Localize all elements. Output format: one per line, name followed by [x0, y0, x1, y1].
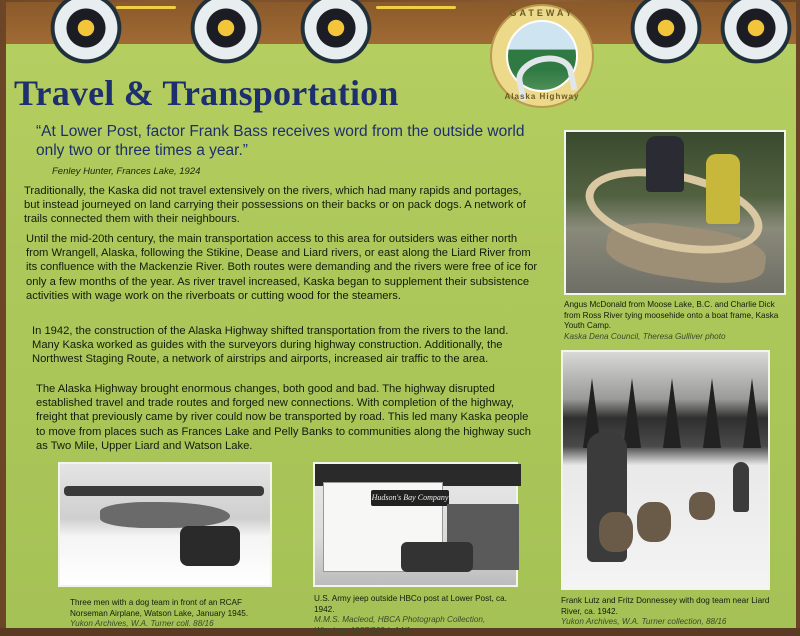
beadwork-vine [376, 6, 456, 9]
photo-credit: Yukon Archives, W.A. Turner coll. 88/16 [70, 619, 214, 628]
gateway-alaska-highway-logo [490, 4, 594, 108]
spruce-tree [703, 378, 721, 448]
paragraph-highway-changes: The Alaska Highway brought enormous changes, both good and bad. The highway disrupted established travel and trade routes and forged new connections. With completion of the highway, freight that previously came by river could now be transported by road. This led many Kaska people to move from places such as Frances Lake and Pelly Banks to communities along the highway such as Two Mile, Upper Liard and Watson Lake. [36, 383, 531, 452]
page-title: Travel & Transportation [14, 73, 399, 113]
sled-dog [599, 512, 633, 552]
paragraph-traditional-travel: Traditionally, the Kaska did not travel extensively on the rivers, which had many rapids and portages, but instead journeyed on land carrying their possessions on their backs or on pack dogs. A network of trails connected them with their neighbours. [24, 185, 526, 226]
pull-quote: “At Lower Post, factor Frank Bass receives word from the outside world only two or three times a year.” [36, 123, 525, 159]
paragraph-early-access: Until the mid-20th century, the main transportation access to this area for outsiders was either north from Wrangell, Alaska, following the Stikine, Dease and Liard rivers, or east along the Liard River from its confluence with the Mackenzie River. Both routes were demanding and the rivers were free of ice for only a few months of the year. As river travel increased, Kaska began to supplement their subsistence activities with wage work on the riverboats or cutting wood for the steamers. [26, 233, 538, 302]
beadwork-vine [116, 6, 176, 9]
logo-bottom-text: Alaska Highway [504, 92, 580, 101]
quote-source: Fenley Hunter, Frances Lake, 1924 [52, 166, 201, 177]
beadwork-flower-icon [626, 0, 706, 68]
caption-text: Frank Lutz and Fritz Donnessey with dog team near Liard River, ca. 1942. [561, 596, 770, 616]
beadwork-flower-icon [716, 0, 796, 68]
sled-dog [689, 492, 715, 520]
person-figure [706, 154, 740, 224]
army-jeep [401, 542, 473, 572]
person-figure [733, 462, 749, 512]
photo-dog-team [561, 350, 770, 590]
spruce-tree [663, 378, 681, 448]
sled-dog [637, 502, 671, 542]
people-group [180, 526, 240, 566]
caption-text: Three men with a dog team in front of an RCAF Norseman Airplane, Watson Lake, January 1945. [70, 598, 249, 618]
caption-norseman-airplane [70, 598, 270, 630]
airplane-fuselage [100, 502, 230, 528]
caption-text: U.S. Army jeep outside HBCo post at Lower Post, ca. 1942. [314, 594, 507, 614]
caption-hbc-post [314, 594, 519, 636]
photo-credit: Yukon Archives, W.A. Turner collection, 88/16 [561, 617, 727, 626]
photo-hbc-post [313, 462, 518, 587]
caption-boat-frame [564, 300, 786, 342]
hbc-sign: Hudson's Bay Company [371, 490, 449, 506]
paragraph-highway-construction: In 1942, the construction of the Alaska Highway shifted transportation from the rivers to the land. Many Kaska worked as guides with the surveyors during highway construction. Additionally, the Northwest Staging Route, a network of airstrips and airports, increased air traffic to the area. [32, 325, 509, 366]
photo-credit: Kaska Dena Council, Theresa Gulliver photo [564, 331, 726, 341]
photo-boat-frame [564, 130, 786, 295]
beadwork-border [6, 2, 796, 44]
beadwork-flower-icon [186, 0, 266, 68]
person-figure [646, 136, 684, 192]
beadwork-flower-icon [296, 0, 376, 68]
airplane-wing [64, 486, 264, 496]
spruce-tree [743, 378, 761, 448]
caption-text: Angus McDonald from Moose Lake, B.C. and Charlie Dick from Ross River tying moosehide onto a boat frame, Kaska Youth Camp. [564, 300, 779, 330]
logo-top-text: GATEWAY [509, 8, 575, 18]
photo-norseman-airplane [58, 462, 272, 587]
highway-landscape-icon [506, 20, 578, 92]
beadwork-flower-icon [46, 0, 126, 68]
photo-credit: M.M.S. Macleod, HBCA Photograph Collection, Winnipeg 1987/363-L-14/1 [314, 615, 486, 635]
caption-dog-team [561, 596, 783, 628]
spruce-tree [623, 378, 641, 448]
interpretive-sign [6, 2, 796, 635]
